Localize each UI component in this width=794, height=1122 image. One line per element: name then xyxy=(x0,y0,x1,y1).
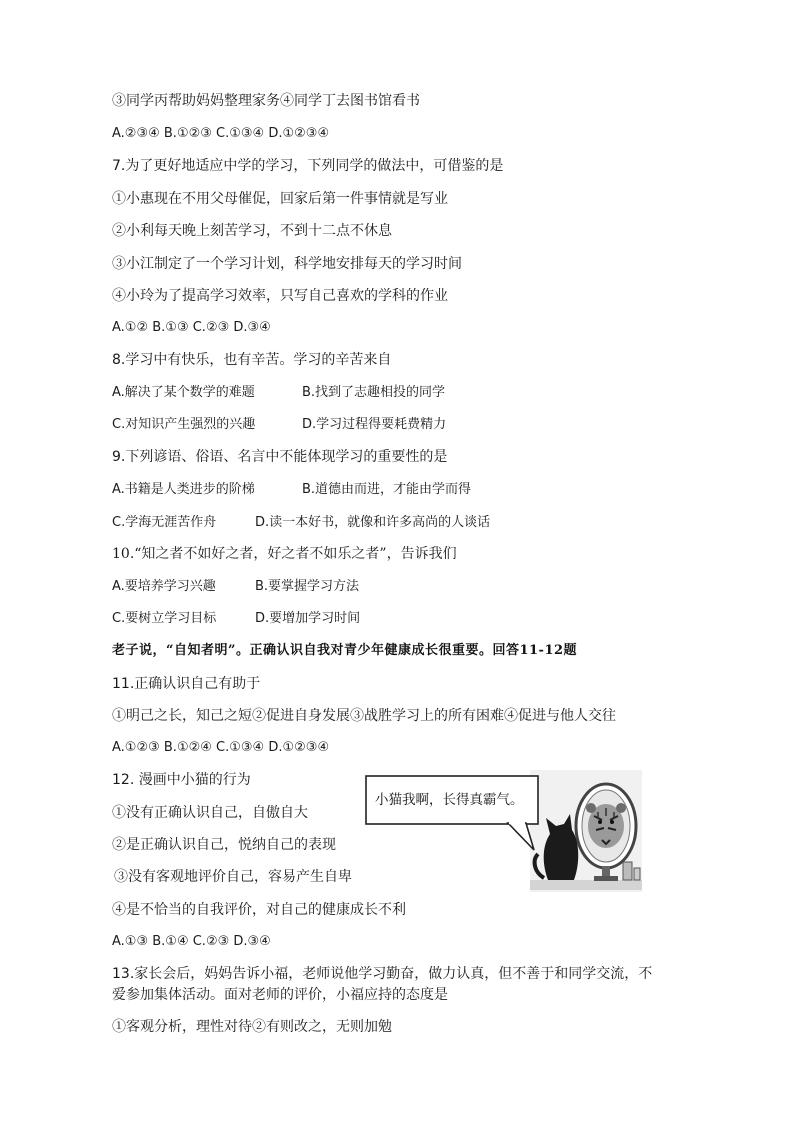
table-surface xyxy=(530,880,642,890)
q11-options: A.①②③ B.①②④ C.①③④ D.①②③④ xyxy=(112,740,330,755)
q13-stem-line1: 13.家长会后，妈妈告诉小福，老师说他学习勤奋，做力认真，但不善于和同学交流，不 xyxy=(112,966,653,982)
q10-option-c: C.要树立学习目标 xyxy=(112,611,217,626)
q7-item-1: ①小惠现在不用父母催促，回家后第一件事情就是写业 xyxy=(112,191,448,207)
q10-option-b: B.要掌握学习方法 xyxy=(255,579,360,594)
q11-stem: 11.正确认识自己有助于 xyxy=(112,676,261,692)
q12-item-1: ①没有正确认识自己，自傲自大 xyxy=(112,805,308,821)
q13-item-1-2: ①客观分析，理性对待②有则改之，无则加勉 xyxy=(112,1019,392,1035)
q9-stem: 9.下列谚语、俗语、名言中不能体现学习的重要性的是 xyxy=(112,449,448,465)
q10-stem: 10.“知之者不如好之者，好之者不如乐之者”，告诉我们 xyxy=(112,546,457,562)
q9-option-b: B.道德由而进，才能由学而得 xyxy=(302,482,472,497)
speech-bubble xyxy=(366,776,538,850)
q12-item-3: ③没有客观地评价自己，容易产生自卑 xyxy=(114,869,352,885)
q8-stem: 8.学习中有快乐，也有辛苦。学习的辛苦来自 xyxy=(112,352,392,368)
q11-items: ①明己之长，知己之短②促进自身发展③战胜学习上的所有困难④促进与他人交往 xyxy=(112,708,616,724)
q8-options-row1 xyxy=(112,384,445,402)
q9-options-row1 xyxy=(112,481,471,499)
q12-item-2: ②是正确认识自己，悦纳自己的表现 xyxy=(112,837,336,853)
q8-option-b: B.找到了志趣相投的同学 xyxy=(302,385,446,400)
q12-stem: 12. 漫画中小猫的行为 xyxy=(112,772,251,788)
q8-option-a: A.解决了某个数学的难题 xyxy=(112,385,255,400)
q8-option-d: D.学习过程得要耗费精力 xyxy=(302,417,447,432)
q7-item-2: ②小利每天晚上刻苦学习，不到十二点不休息 xyxy=(112,223,392,239)
q10-options-row2 xyxy=(112,610,360,628)
cat-mirror-cartoon xyxy=(358,768,644,894)
q7-item-4: ④小玲为了提高学习效率，只写自己喜欢的学科的作业 xyxy=(112,288,448,304)
q9-options-row2 xyxy=(112,514,490,532)
q11-12-intro: 老子说，“自知者明”。正确认识自我对青少年健康成长很重要。回答11-12题 xyxy=(112,643,578,658)
q10-options-row1 xyxy=(112,578,359,596)
q8-options-row2 xyxy=(112,416,446,434)
q12-options: A.①③ B.①④ C.②③ D.③④ xyxy=(112,934,271,949)
speech-text: 小猫我啊，长得真霸气。 xyxy=(375,792,524,808)
q6-item-3-4: ③同学丙帮助妈妈整理家务④同学丁去图书馆看书 xyxy=(112,93,420,109)
q7-options: A.①② B.①③ C.②③ D.③④ xyxy=(112,320,271,335)
q12-item-4: ④是不恰当的自我评价，对自己的健康成长不利 xyxy=(112,902,406,918)
q9-option-d: D.读一本好书，就像和许多高尚的人谈话 xyxy=(255,515,491,530)
q7-stem: 7.为了更好地适应中学的学习，下列同学的做法中，可借鉴的是 xyxy=(112,158,504,174)
q6-options: A.②③④ B.①②③ C.①③④ D.①②③④ xyxy=(112,126,330,141)
q10-option-d: D.要增加学习时间 xyxy=(255,611,361,626)
q7-item-3: ③小江制定了一个学习计划，科学地安排每天的学习时间 xyxy=(112,256,462,272)
q10-option-a: A.要培养学习兴趣 xyxy=(112,579,216,594)
q8-option-c: C.对知识产生强烈的兴趣 xyxy=(112,417,256,432)
q9-option-c: C.学海无涯苦作舟 xyxy=(112,515,217,530)
q9-option-a: A.书籍是人类进步的阶梯 xyxy=(112,482,255,497)
q13-stem-line2: 爱参加集体活动。面对老师的评价，小福应持的态度是 xyxy=(112,987,448,1003)
